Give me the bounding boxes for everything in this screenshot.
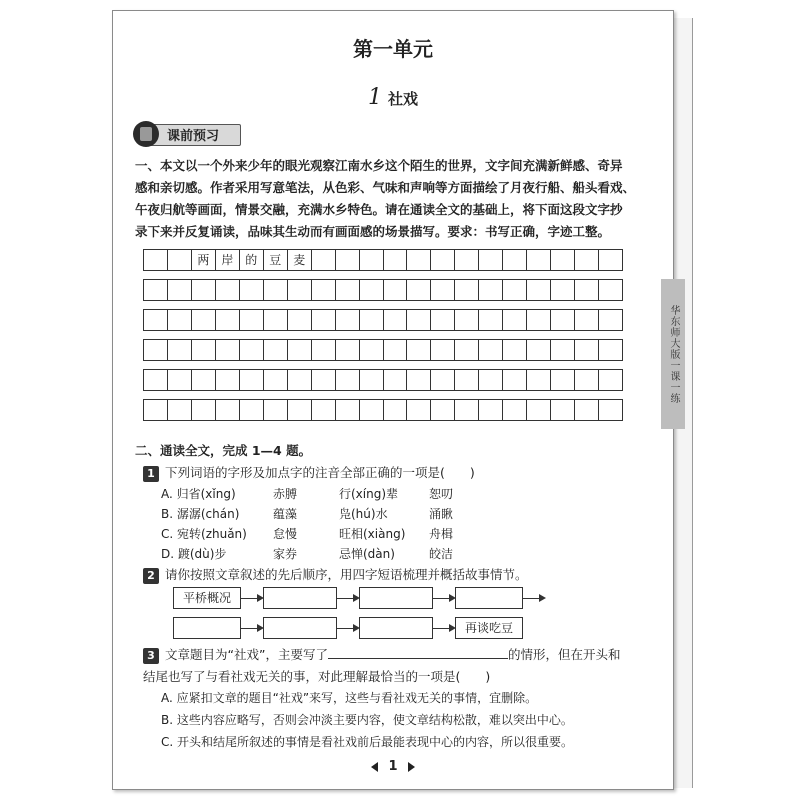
grid-cell[interactable] xyxy=(479,370,503,390)
unit-title: 第一单元 xyxy=(353,37,433,61)
grid-cell[interactable] xyxy=(216,280,240,300)
grid-cell[interactable] xyxy=(455,250,479,270)
grid-cell[interactable] xyxy=(336,340,360,360)
grid-cell[interactable] xyxy=(527,280,551,300)
grid-cell[interactable] xyxy=(455,370,479,390)
grid-cell[interactable] xyxy=(336,310,360,330)
grid-cell[interactable] xyxy=(384,400,408,420)
grid-cell[interactable]: 麦 xyxy=(288,250,312,270)
grid-cell[interactable] xyxy=(216,310,240,330)
grid-cell[interactable]: 岸 xyxy=(216,250,240,270)
question-1 xyxy=(143,463,475,482)
arrow-icon xyxy=(240,628,262,629)
grid-cell[interactable] xyxy=(312,340,336,360)
grid-cell[interactable] xyxy=(407,340,431,360)
grid-cell[interactable] xyxy=(503,340,527,360)
grid-cell[interactable] xyxy=(192,370,216,390)
grid-cell[interactable] xyxy=(264,370,288,390)
preview-badge xyxy=(133,121,233,147)
question-1-option xyxy=(161,505,631,525)
grid-cell[interactable] xyxy=(168,310,192,330)
grid-cell[interactable] xyxy=(264,310,288,330)
grid-cell[interactable] xyxy=(168,370,192,390)
grid-cell[interactable] xyxy=(312,370,336,390)
grid-cell[interactable] xyxy=(288,280,312,300)
grid-cell[interactable] xyxy=(288,310,312,330)
grid-cell[interactable] xyxy=(384,310,408,330)
grid-cell[interactable] xyxy=(527,400,551,420)
grid-cell[interactable] xyxy=(407,280,431,300)
grid-cell[interactable] xyxy=(479,250,503,270)
arrow-icon xyxy=(432,598,454,599)
option-word: 涌瞅 xyxy=(429,507,454,521)
grid-cell[interactable] xyxy=(527,250,551,270)
grid-cell[interactable] xyxy=(575,400,599,420)
grid-cell[interactable] xyxy=(216,340,240,360)
grid-cell[interactable] xyxy=(407,370,431,390)
option-word: 怠慢 xyxy=(273,527,298,541)
option-word: 凫(hú)水 xyxy=(339,507,388,521)
question-2-text: 请你按照文章叙述的先后顺序，用四字短语梳理并概括故事情节。 xyxy=(165,567,528,582)
lesson-heading xyxy=(113,85,673,110)
arrow-icon xyxy=(336,628,358,629)
grid-cell[interactable] xyxy=(575,250,599,270)
grid-cell[interactable] xyxy=(479,280,503,300)
question-number-1: 1 xyxy=(143,466,159,482)
grid-cell[interactable] xyxy=(168,280,192,300)
grid-cell[interactable] xyxy=(407,250,431,270)
grid-cell[interactable] xyxy=(503,280,527,300)
lesson-title: 社戏 xyxy=(387,90,418,108)
grid-cell[interactable] xyxy=(288,400,312,420)
flow-box-end: 再谈吃豆 xyxy=(455,617,523,639)
side-tab: 华东师大版一课一练 xyxy=(661,279,685,429)
option-word: 赤膊 xyxy=(273,487,298,501)
option-word: 舟楫 xyxy=(429,527,454,541)
grid-cell[interactable] xyxy=(599,370,622,390)
grid-cell[interactable] xyxy=(551,400,575,420)
grid-cell[interactable] xyxy=(144,280,168,300)
grid-cell[interactable] xyxy=(551,310,575,330)
flow-blank-2[interactable] xyxy=(359,587,433,609)
grid-cell[interactable] xyxy=(599,250,622,270)
grid-cell[interactable] xyxy=(503,250,527,270)
question-1-text: 下列词语的字形及加点字的注音全部正确的一项是( ) xyxy=(165,465,475,480)
question-1-option xyxy=(161,485,631,505)
grid-cell[interactable] xyxy=(240,340,264,360)
grid-cell[interactable] xyxy=(144,340,168,360)
option-word: 旺相(xiàng) xyxy=(339,527,406,541)
flow-blank-6[interactable] xyxy=(359,617,433,639)
grid-cell[interactable] xyxy=(599,280,622,300)
grid-row[interactable] xyxy=(143,309,623,331)
grid-cell[interactable] xyxy=(575,280,599,300)
preview-badge-label: 课前预习 xyxy=(167,129,220,144)
grid-cell[interactable] xyxy=(312,310,336,330)
grid-row[interactable] xyxy=(143,369,623,391)
lesson-number: 1 xyxy=(367,85,382,110)
arrow-icon xyxy=(240,598,262,599)
option-word: 行(xíng)辈 xyxy=(339,487,399,501)
grid-cell[interactable] xyxy=(527,310,551,330)
grid-cell[interactable] xyxy=(312,400,336,420)
grid-cell[interactable] xyxy=(431,250,455,270)
section1-line-2: 感和亲切感。作者采用写意笔法，从色彩、气味和声响等方面描绘了月夜行船、船头看戏、 xyxy=(135,180,636,195)
grid-cell[interactable] xyxy=(240,310,264,330)
grid-cell[interactable] xyxy=(575,340,599,360)
option-word: 蕴藻 xyxy=(273,507,298,521)
option-word: 恕叨 xyxy=(429,487,454,501)
arrow-icon xyxy=(336,598,358,599)
grid-cell[interactable] xyxy=(216,370,240,390)
grid-cell[interactable] xyxy=(431,400,455,420)
flow-blank-3[interactable] xyxy=(455,587,523,609)
grid-cell[interactable] xyxy=(551,250,575,270)
grid-cell[interactable] xyxy=(503,370,527,390)
grid-cell[interactable] xyxy=(407,400,431,420)
grid-cell[interactable] xyxy=(168,400,192,420)
question-1-options xyxy=(161,485,631,565)
question-3-text-c: 结尾也写了与看社戏无关的事，对此理解最恰当的一项是( ) xyxy=(143,669,491,684)
grid-cell[interactable] xyxy=(479,400,503,420)
grid-cell[interactable] xyxy=(360,280,384,300)
grid-cell[interactable] xyxy=(455,340,479,360)
grid-cell[interactable] xyxy=(384,340,408,360)
question-3-option-a: A. 应紧扣文章的题目“社戏”来写，这些与看社戏无关的事情，宜删除。 xyxy=(161,691,538,705)
grid-row[interactable] xyxy=(143,339,623,361)
question-3 xyxy=(143,645,653,664)
option-word: C. 宛转(zhuǎn) xyxy=(161,527,247,541)
grid-cell[interactable] xyxy=(599,400,622,420)
grid-cell[interactable] xyxy=(455,280,479,300)
grid-cell[interactable] xyxy=(336,280,360,300)
grid-cell[interactable] xyxy=(384,370,408,390)
question-3-text-b: 的情形，但在开头和 xyxy=(507,647,621,662)
grid-row[interactable] xyxy=(143,279,623,301)
grid-cell[interactable] xyxy=(551,370,575,390)
question-number-2: 2 xyxy=(143,568,159,584)
option-word: B. 潺潺(chán) xyxy=(161,507,240,521)
grid-cell[interactable] xyxy=(168,340,192,360)
grid-row[interactable] xyxy=(143,249,623,271)
grid-cell[interactable] xyxy=(144,310,168,330)
next-arrow-icon xyxy=(408,762,415,772)
grid-cell[interactable] xyxy=(192,400,216,420)
grid-cell[interactable] xyxy=(599,340,622,360)
grid-cell[interactable] xyxy=(336,250,360,270)
grid-cell[interactable] xyxy=(288,370,312,390)
option-word: 皎洁 xyxy=(429,547,454,561)
flow-blank-4[interactable] xyxy=(173,617,241,639)
section1-line-3: 午夜归航等画面，情景交融，充满水乡特色。请在通读全文的基础上，将下面这段文字抄 xyxy=(135,202,623,217)
grid-cell[interactable] xyxy=(527,370,551,390)
option-word: D. 踱(dù)步 xyxy=(161,547,227,561)
grid-cell[interactable] xyxy=(431,370,455,390)
question-number-3: 3 xyxy=(143,648,159,664)
grid-cell[interactable] xyxy=(360,370,384,390)
option-word: A. 归省(xǐng) xyxy=(161,487,236,501)
grid-cell[interactable] xyxy=(288,340,312,360)
grid-cell[interactable] xyxy=(384,250,408,270)
grid-cell[interactable] xyxy=(384,280,408,300)
page-number xyxy=(113,759,673,774)
grid-cell[interactable] xyxy=(216,400,240,420)
option-word: 忌惮(dàn) xyxy=(339,547,395,561)
page-number-label: 1 xyxy=(388,759,398,774)
arrow-icon xyxy=(432,628,454,629)
question-2 xyxy=(143,565,528,584)
flow-blank-1[interactable] xyxy=(263,587,337,609)
grid-cell[interactable] xyxy=(240,370,264,390)
grid-cell[interactable] xyxy=(527,340,551,360)
grid-cell[interactable] xyxy=(144,250,168,270)
question-1-option xyxy=(161,525,631,545)
grid-cell[interactable] xyxy=(431,310,455,330)
grid-cell[interactable] xyxy=(431,280,455,300)
grid-cell[interactable] xyxy=(575,370,599,390)
camera-icon xyxy=(133,121,159,147)
grid-cell[interactable] xyxy=(144,400,168,420)
answer-blank[interactable] xyxy=(328,646,508,659)
grid-cell[interactable] xyxy=(551,340,575,360)
grid-cell[interactable] xyxy=(360,310,384,330)
grid-cell[interactable] xyxy=(192,310,216,330)
workbook-page xyxy=(112,10,679,790)
grid-cell[interactable] xyxy=(360,250,384,270)
grid-cell[interactable] xyxy=(192,340,216,360)
grid-cell[interactable]: 的 xyxy=(240,250,264,270)
grid-cell[interactable] xyxy=(264,400,288,420)
grid-cell[interactable] xyxy=(455,310,479,330)
question-3-option-c: C. 开头和结尾所叙述的事情是看社戏前后最能表现中心的内容，所以很重要。 xyxy=(161,735,574,749)
grid-cell[interactable] xyxy=(144,370,168,390)
grid-cell[interactable] xyxy=(407,310,431,330)
prev-arrow-icon xyxy=(371,762,378,772)
arrow-icon xyxy=(522,598,544,599)
grid-cell[interactable] xyxy=(599,310,622,330)
grid-cell[interactable] xyxy=(360,400,384,420)
flow-blank-5[interactable] xyxy=(263,617,337,639)
grid-cell[interactable] xyxy=(312,280,336,300)
grid-cell[interactable] xyxy=(264,340,288,360)
grid-cell[interactable] xyxy=(168,250,192,270)
grid-cell[interactable] xyxy=(551,280,575,300)
section1-line-4: 录下来并反复诵读，品味其生动而有画面感的场景描写。要求：书写正确，字迹工整。 xyxy=(135,224,611,239)
grid-cell[interactable] xyxy=(479,310,503,330)
grid-cell[interactable] xyxy=(192,280,216,300)
grid-cell[interactable] xyxy=(575,310,599,330)
grid-cell[interactable] xyxy=(455,400,479,420)
grid-cell[interactable] xyxy=(264,280,288,300)
grid-cell[interactable] xyxy=(360,340,384,360)
question-3-option-b: B. 这些内容应略写，否则会冲淡主要内容，使文章结构松散，难以突出中心。 xyxy=(161,713,573,727)
grid-cell[interactable] xyxy=(336,400,360,420)
question-1-option xyxy=(161,545,631,565)
flow-box-start: 平桥概况 xyxy=(173,587,241,609)
grid-cell[interactable]: 豆 xyxy=(264,250,288,270)
grid-cell[interactable] xyxy=(240,280,264,300)
grid-cell[interactable] xyxy=(503,400,527,420)
grid-cell[interactable] xyxy=(336,370,360,390)
grid-cell[interactable]: 两 xyxy=(192,250,216,270)
question-3-text-a: 文章题目为“社戏”，主要写了 xyxy=(165,647,328,662)
option-word: 家券 xyxy=(273,547,298,561)
grid-cell[interactable] xyxy=(431,340,455,360)
section1-line-1: 一、本文以一个外来少年的眼光观察江南水乡这个陌生的世界，文字间充满新鲜感、奇异 xyxy=(135,158,623,173)
grid-cell[interactable] xyxy=(312,250,336,270)
grid-row[interactable] xyxy=(143,399,623,421)
section2-title: 二、通读全文，完成 1—4 题。 xyxy=(135,443,312,458)
grid-cell[interactable] xyxy=(503,310,527,330)
grid-cell[interactable] xyxy=(240,400,264,420)
grid-cell[interactable] xyxy=(479,340,503,360)
